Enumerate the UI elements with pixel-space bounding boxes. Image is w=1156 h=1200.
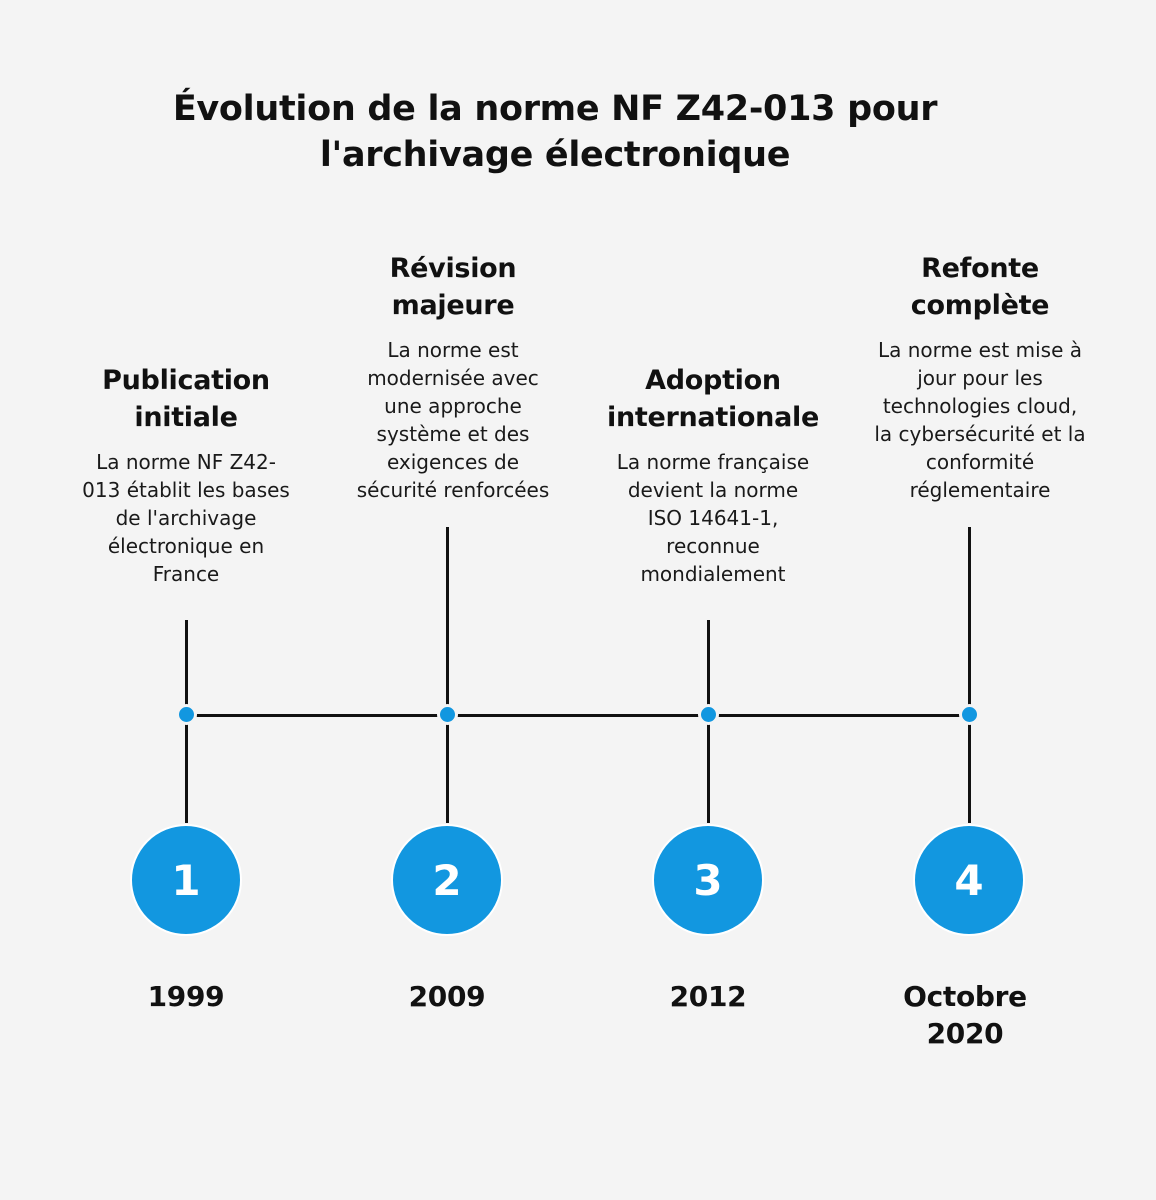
event-3-text xyxy=(588,362,838,588)
event-title xyxy=(850,250,1110,324)
step-badge-1 xyxy=(130,824,242,936)
event-1-text xyxy=(66,362,306,588)
event-1-year xyxy=(86,978,286,1015)
timeline-dot-3 xyxy=(698,704,719,725)
event-title-line: complète xyxy=(910,290,1050,321)
connector-4-bottom xyxy=(968,715,971,823)
desc-line: France xyxy=(152,562,220,586)
desc-line: mondialement xyxy=(640,562,786,586)
desc-line: technologies cloud, xyxy=(882,394,1078,418)
year-line: 2020 xyxy=(926,1017,1004,1050)
desc-line: conformité xyxy=(925,450,1035,474)
step-number: 3 xyxy=(693,855,723,905)
title-line-2: l'archivage électronique xyxy=(319,135,791,175)
year-line: Octobre xyxy=(903,980,1027,1013)
desc-line: sécurité renforcées xyxy=(356,478,550,502)
desc-line: une approche xyxy=(384,394,522,418)
timeline-dot-1 xyxy=(176,704,197,725)
desc-line: ISO 14641-1, xyxy=(647,506,779,530)
connector-4-top xyxy=(968,527,971,715)
desc-line: de l'archivage xyxy=(115,506,257,530)
timeline-dot-2 xyxy=(437,704,458,725)
event-2-year xyxy=(347,978,547,1015)
step-number: 2 xyxy=(432,855,462,905)
desc-line: réglementaire xyxy=(909,478,1051,502)
event-2-text xyxy=(328,250,578,504)
timeline-axis xyxy=(186,714,969,717)
event-title-line: internationale xyxy=(607,402,819,433)
connector-3-top xyxy=(707,620,710,715)
connector-1-top xyxy=(185,620,188,715)
event-title-line: majeure xyxy=(391,290,515,321)
event-title xyxy=(588,362,838,436)
step-badge-4 xyxy=(913,824,1025,936)
title-line-1: Évolution de la norme NF Z42-013 pour xyxy=(172,89,938,129)
timeline-dot-4 xyxy=(959,704,980,725)
event-description xyxy=(66,448,306,588)
step-badge-3 xyxy=(652,824,764,936)
event-4-text xyxy=(850,250,1110,504)
desc-line: électronique en xyxy=(107,534,265,558)
event-title-line: Publication xyxy=(102,365,270,396)
event-title-line: Révision xyxy=(389,253,517,284)
desc-line: 013 établit les bases xyxy=(82,478,290,502)
desc-line: La norme est xyxy=(387,338,519,362)
desc-line: La norme est mise à xyxy=(878,338,1082,362)
event-description xyxy=(328,336,578,504)
desc-line: exigences de xyxy=(386,450,520,474)
connector-2-bottom xyxy=(446,715,449,823)
year-line: 2009 xyxy=(408,980,486,1013)
step-number: 4 xyxy=(954,855,984,905)
event-title xyxy=(66,362,306,436)
desc-line: modernisée avec xyxy=(367,366,539,390)
year-line: 2012 xyxy=(669,980,747,1013)
step-badge-2 xyxy=(391,824,503,936)
desc-line: reconnue xyxy=(666,534,760,558)
event-4-year xyxy=(865,978,1065,1052)
desc-line: jour pour les xyxy=(917,366,1043,390)
diagram-title xyxy=(0,86,1110,178)
connector-1-bottom xyxy=(185,715,188,823)
step-number: 1 xyxy=(171,855,201,905)
event-title-line: initiale xyxy=(134,402,238,433)
desc-line: la cybersécurité et la xyxy=(874,422,1086,446)
desc-line: La norme française xyxy=(616,450,810,474)
year-line: 1999 xyxy=(147,980,225,1013)
desc-line: devient la norme xyxy=(627,478,799,502)
event-title-line: Adoption xyxy=(645,365,781,396)
event-3-year xyxy=(608,978,808,1015)
event-title xyxy=(328,250,578,324)
desc-line: La norme NF Z42- xyxy=(96,450,276,474)
connector-2-top xyxy=(446,527,449,715)
event-description xyxy=(850,336,1110,504)
event-title-line: Refonte xyxy=(921,253,1039,284)
desc-line: système et des xyxy=(376,422,530,446)
event-description xyxy=(588,448,838,588)
connector-3-bottom xyxy=(707,715,710,823)
